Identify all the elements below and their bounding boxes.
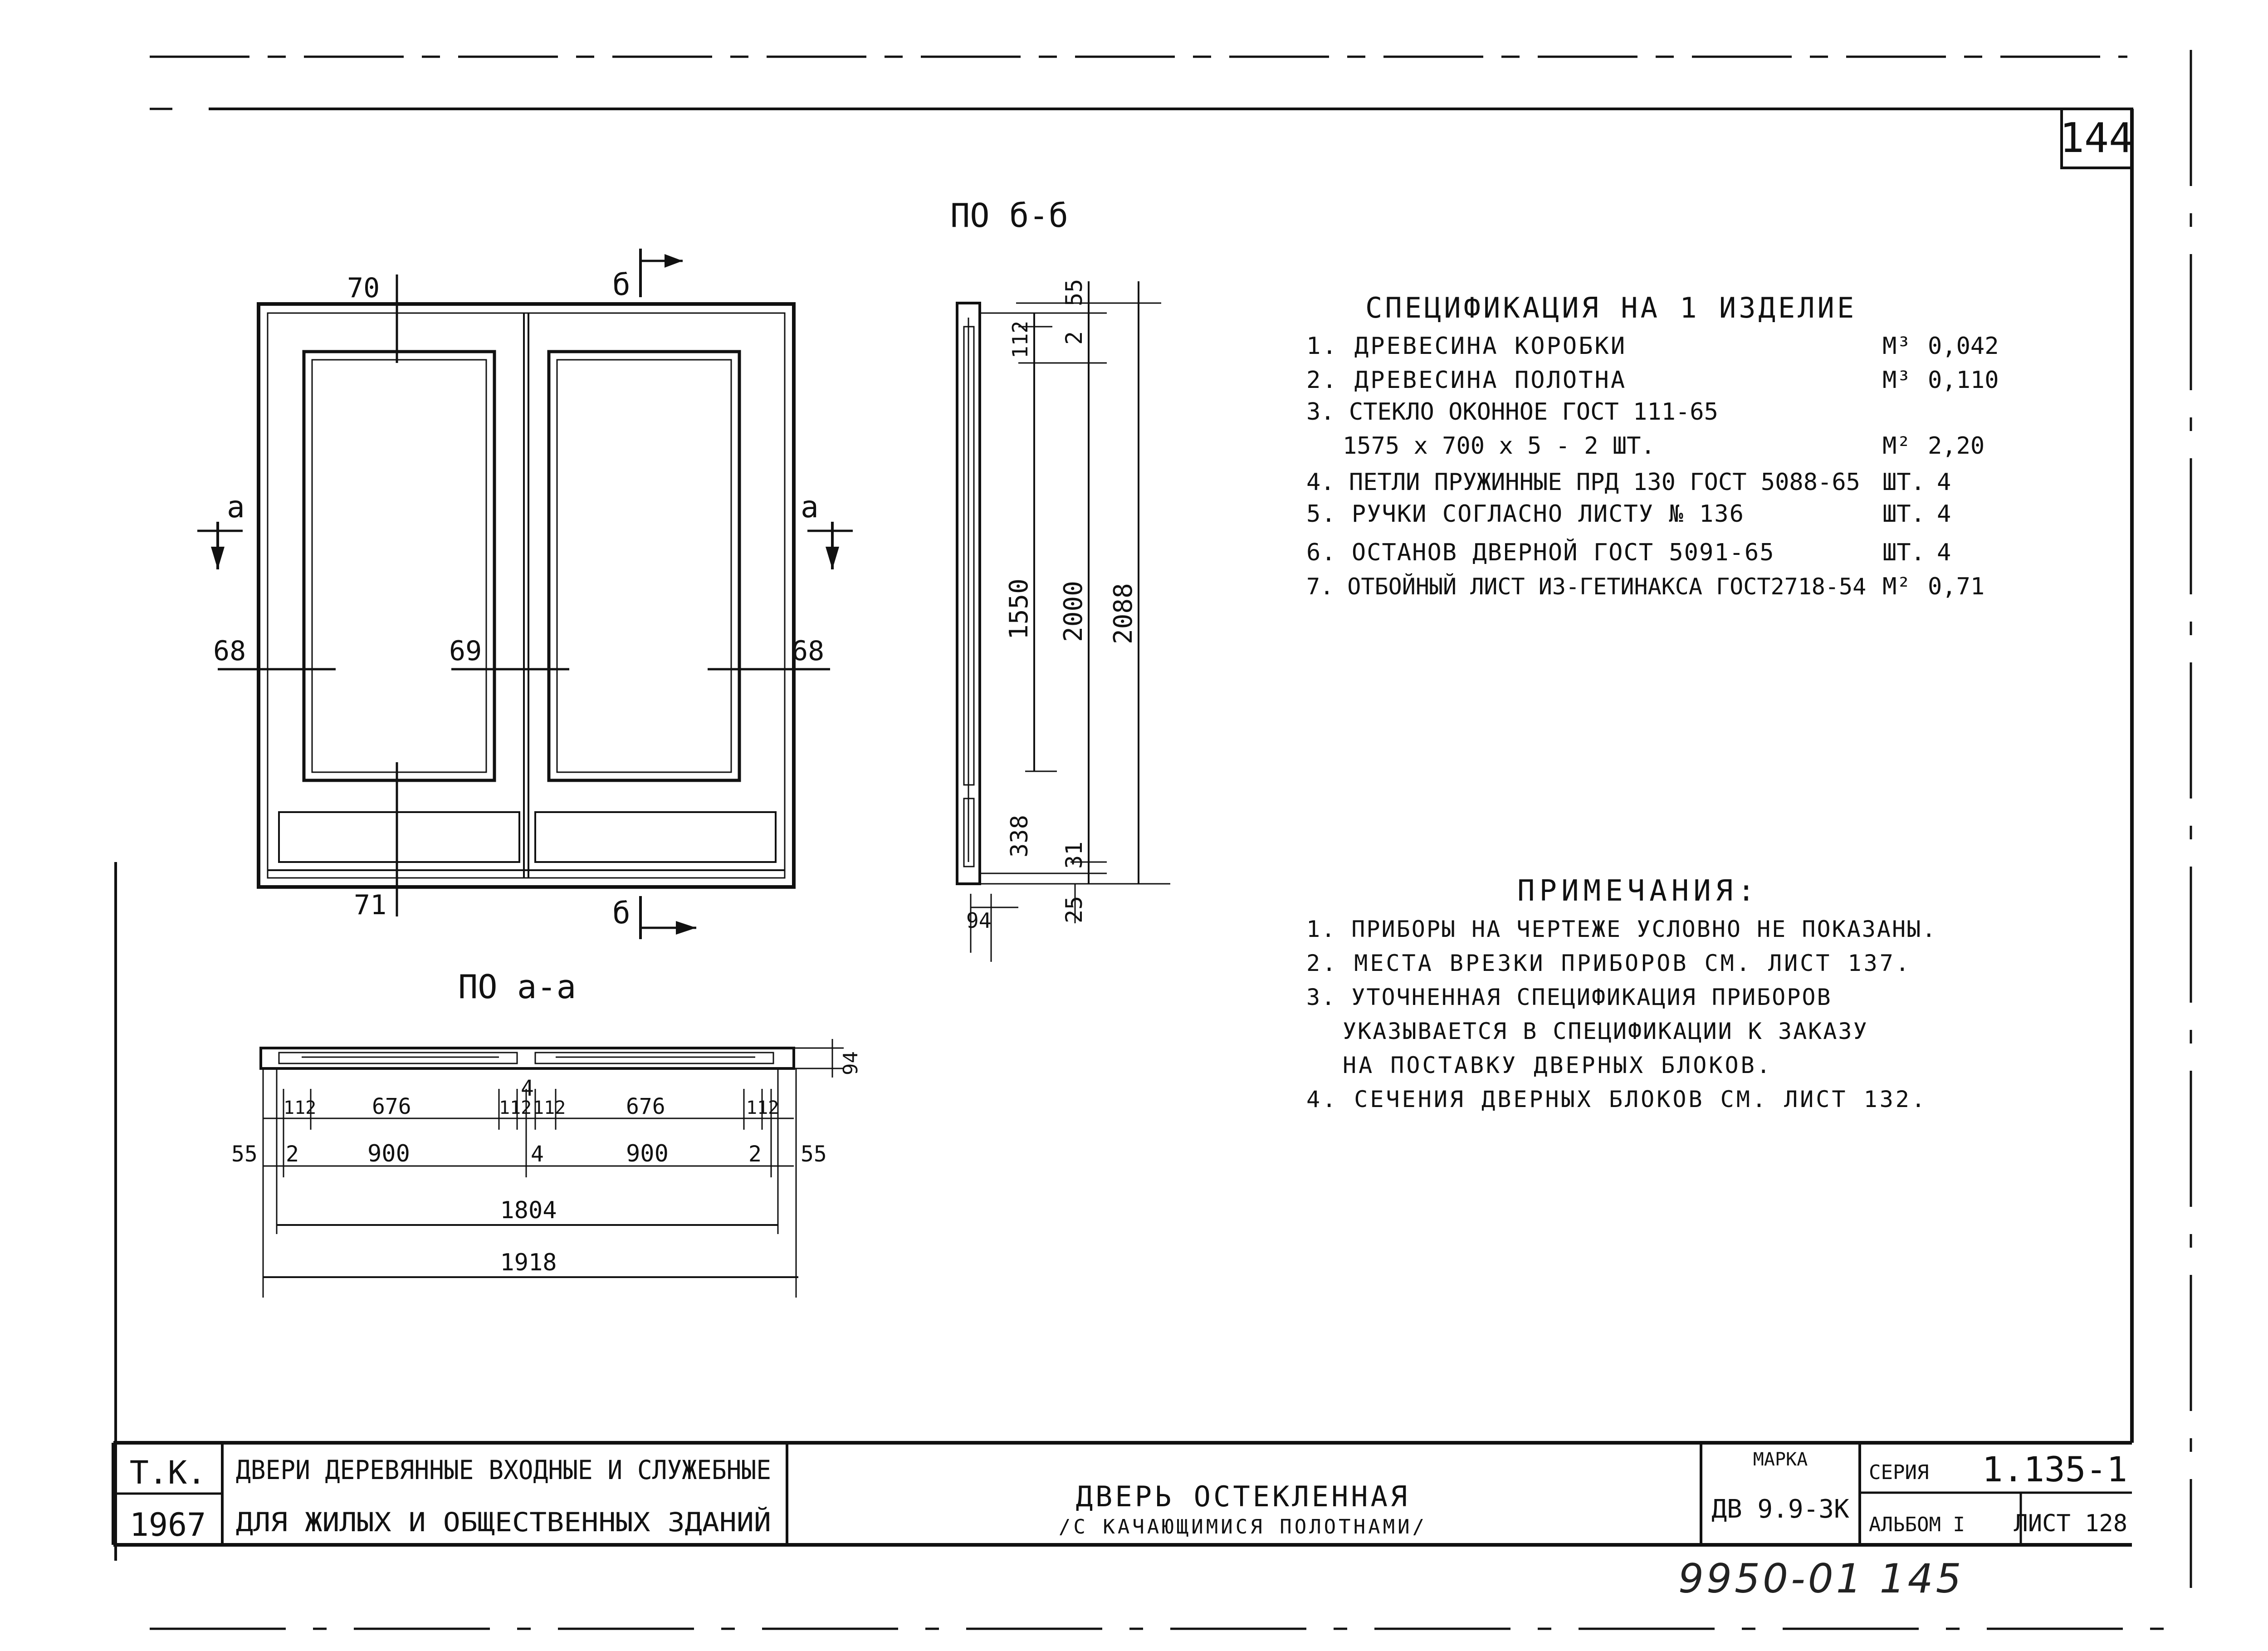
tb-album: АЛЬБОМ I: [1869, 1513, 1965, 1536]
notes-title: ПРИМЕЧАНИЯ:: [1517, 874, 1760, 908]
dim-bb-94: 94: [966, 908, 992, 933]
dim-aa-55-left: 55: [231, 1141, 258, 1167]
sheet-frame: [113, 50, 2191, 1629]
dim-aa-676-right: 676: [626, 1094, 665, 1119]
label-68-right: 68: [792, 635, 825, 667]
spec-item-3: 3. СТЕКЛО ОКОННОЕ ГОСТ 111-65: [1306, 398, 1718, 426]
note-1: 1. ПРИБОРЫ НА ЧЕРТЕЖЕ УСЛОВНО НЕ ПОКАЗАНЫ.: [1306, 916, 1937, 942]
tb-sheet: ЛИСТ 128: [2014, 1510, 2127, 1537]
note-3b: УКАЗЫВАЕТСЯ В СПЕЦИФИКАЦИИ К ЗАКАЗУ: [1343, 1018, 1868, 1044]
note-4: 4. СЕЧЕНИЯ ДВЕРНЫХ БЛОКОВ СМ. ЛИСТ 132.: [1306, 1086, 1927, 1112]
dim-aa-112-2: 112: [499, 1097, 532, 1118]
section-mark-b-top: б: [612, 267, 631, 302]
dim-aa-900-left: 900: [367, 1140, 410, 1167]
view-aa-title: ПО а-а: [458, 968, 577, 1006]
view-bb-title: ПО б-б: [950, 196, 1069, 235]
door-elevation: [197, 249, 853, 939]
dim-aa-900-right: 900: [626, 1140, 669, 1167]
tb-project-line2: ДЛЯ ЖИЛЫХ И ОБЩЕСТВЕННЫХ ЗДАНИЙ: [236, 1507, 727, 1538]
spec-qty-5: 4: [1937, 500, 1951, 528]
tb-org: Т.К.: [129, 1454, 206, 1491]
spec-item-7: 7. ОТБОЙНЫЙ ЛИСТ ИЗ-ГЕТИНАКСА ГОСТ2718-54: [1306, 573, 1867, 600]
spec-unit-5: ШТ.: [1882, 500, 1925, 528]
section-mark-b-bottom: б: [612, 896, 631, 931]
note-3c: НА ПОСТАВКУ ДВЕРНЫХ БЛОКОВ.: [1343, 1052, 1773, 1078]
spec-qty-2: 0,110: [1928, 367, 1999, 394]
dim-aa-112-1: 112: [284, 1097, 317, 1118]
spec-qty-6: 4: [1937, 539, 1951, 566]
dim-aa-2-left: 2: [286, 1141, 299, 1167]
dim-aa-112-3: 112: [533, 1097, 566, 1118]
dim-aa-4-top: 4: [521, 1076, 534, 1101]
section-mark-a-left: а: [227, 490, 245, 524]
note-3: 3. УТОЧНЕННАЯ СПЕЦИФИКАЦИЯ ПРИБОРОВ: [1306, 984, 1832, 1010]
dim-aa-676-left: 676: [372, 1094, 411, 1119]
label-68-left: 68: [213, 635, 246, 667]
notes: [1306, 874, 1937, 1112]
dim-aa-55-right: 55: [801, 1141, 827, 1167]
tb-series-label: СЕРИЯ: [1869, 1461, 1929, 1484]
spec-item-4: 4. ПЕТЛИ ПРУЖИННЫЕ ПРД 130 ГОСТ 5088-65: [1306, 469, 1860, 496]
label-69: 69: [449, 635, 482, 667]
label-70: 70: [347, 272, 380, 304]
dim-bb-25: 25: [1061, 896, 1087, 923]
tb-series-value: 1.135-1: [1982, 1449, 2127, 1489]
corner-number-box: [2060, 109, 2134, 168]
spec-qty-4: 4: [1937, 469, 1951, 496]
dim-bb-112: 112: [1008, 320, 1032, 358]
label-71: 71: [354, 889, 387, 921]
spec-qty-7: 0,71: [1928, 573, 1985, 600]
spec-unit-4: ШТ.: [1882, 469, 1925, 496]
tb-mark-value: ДВ 9.9-3К: [1711, 1494, 1849, 1524]
specification: [1306, 291, 1999, 600]
spec-item-6: 6. ОСТАНОВ ДВЕРНОЙ ГОСТ 5091-65: [1306, 539, 1775, 566]
tb-project-line1: ДВЕРИ ДЕРЕВЯННЫЕ ВХОДНЫЕ И СЛУЖЕБНЫЕ: [236, 1455, 771, 1485]
note-2: 2. МЕСТА ВРЕЗКИ ПРИБОРОВ СМ. ЛИСТ 137.: [1306, 950, 1911, 976]
dim-aa-112-4: 112: [746, 1097, 779, 1118]
handwritten-number: 9950-01 145: [1678, 1555, 1964, 1602]
spec-item-1: 1. ДРЕВЕСИНА КОРОБКИ: [1306, 333, 1627, 360]
tb-drawing-subtitle: /С КАЧАЮЩИМИСЯ ПОЛОТНАМИ/: [1058, 1515, 1427, 1538]
dim-aa-1918: 1918: [500, 1249, 557, 1276]
dim-aa-2-right: 2: [748, 1141, 762, 1167]
spec-item-2: 2. ДРЕВЕСИНА ПОЛОТНА: [1306, 367, 1627, 394]
spec-qty-3: 2,20: [1928, 432, 1985, 460]
dim-bb-2000: 2000: [1059, 581, 1088, 642]
spec-unit-2: М³: [1882, 367, 1911, 394]
tb-mark-label: МАРКА: [1753, 1449, 1808, 1470]
tb-year: 1967: [129, 1506, 206, 1543]
dim-bb-31: 31: [1061, 841, 1087, 869]
spec-title: СПЕЦИФИКАЦИЯ НА 1 ИЗДЕЛИЕ: [1365, 291, 1857, 324]
dim-bb-2088: 2088: [1109, 583, 1138, 644]
dim-bb-338: 338: [1006, 815, 1033, 857]
dim-bb-2: 2: [1061, 331, 1087, 345]
spec-qty-1: 0,042: [1928, 333, 1999, 360]
dim-aa-4-mid: 4: [531, 1141, 544, 1167]
tb-drawing-title: ДВЕРЬ ОСТЕКЛЕННАЯ: [1075, 1480, 1410, 1513]
dim-bb-1550: 1550: [1004, 578, 1034, 640]
section-mark-a-right: а: [801, 490, 819, 524]
spec-item-3b: 1575 x 700 x 5 - 2 ШТ.: [1343, 432, 1655, 460]
dim-bb-55: 55: [1061, 279, 1087, 306]
spec-unit-3: М²: [1882, 432, 1911, 460]
spec-item-5: 5. РУЧКИ СОГЛАСНО ЛИСТУ № 136: [1306, 500, 1745, 528]
spec-unit-6: ШТ.: [1882, 539, 1925, 566]
spec-unit-7: М²: [1882, 573, 1911, 600]
corner-sheet-number: 144: [2059, 114, 2134, 162]
spec-unit-1: М³: [1882, 333, 1911, 360]
dim-aa-94: 94: [839, 1051, 862, 1075]
dim-aa-1804: 1804: [500, 1197, 557, 1224]
